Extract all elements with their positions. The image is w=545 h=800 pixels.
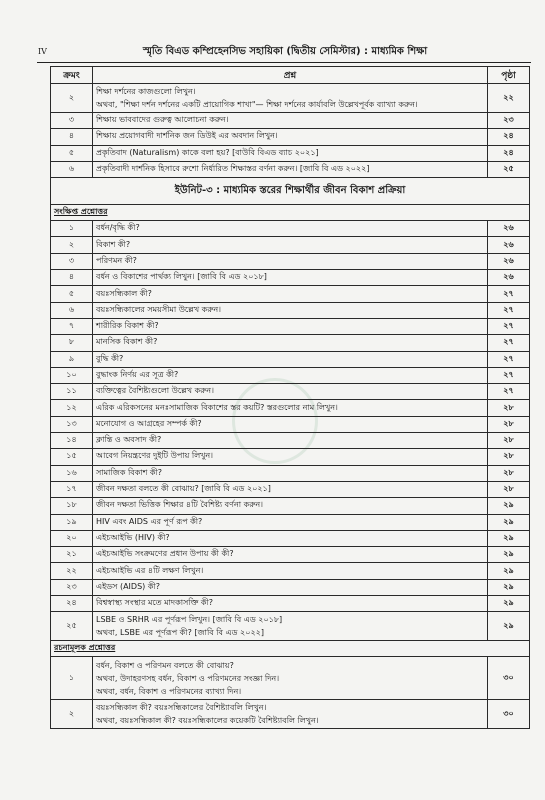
short-questions-body [51, 221, 530, 612]
row-sn: ৬ [51, 302, 93, 318]
row-question: বয়ঃসন্ধিকাল কী? [93, 286, 488, 302]
row-question: বিশ্বস্বাস্থ্য সংস্থার মতে মাদকাসক্তি কী? [93, 596, 488, 612]
row-sn: ২২ [51, 563, 93, 579]
table-row [51, 612, 530, 641]
row-question: এইচআইভি এর ৪টি লক্ষণ লিখুন। [93, 563, 488, 579]
row-page: ২৭ [488, 367, 530, 383]
row-sn: ১১ [51, 384, 93, 400]
row-sn: ২৪ [51, 596, 93, 612]
row-sn: ১০ [51, 367, 93, 383]
row-page: ২৯ [488, 612, 530, 641]
row-page: ২৯ [488, 596, 530, 612]
row-question: সামাজিক বিকাশ কী? [93, 465, 488, 481]
row-sn: ৪ [51, 270, 93, 286]
row-sn: ২৩ [51, 579, 93, 595]
row-question: মনোযোগ ও আগ্রহের সম্পর্ক কী? [93, 416, 488, 432]
row-question: এইচআইভি সংক্রমণের প্রধান উপায় কী কী? [93, 547, 488, 563]
column-header-page: পৃষ্ঠা [488, 67, 530, 84]
table-row [51, 367, 530, 383]
row-sn: ২১ [51, 547, 93, 563]
row-question [93, 612, 488, 641]
row-sn: ৩ [51, 113, 93, 129]
row-page: ২৬ [488, 237, 530, 253]
row-page: ২৫ [488, 161, 530, 177]
row-sn: ১৮ [51, 498, 93, 514]
row-question: মানসিক বিকাশ কী? [93, 335, 488, 351]
column-header-question: প্রশ্ন [93, 67, 488, 84]
table-row [51, 481, 530, 497]
row-question: এইডস (AIDS) কী? [93, 579, 488, 595]
question-line: অথবা, বর্ধন, বিকাশ ও পরিণমনের ব্যাখ্যা দিন। [96, 686, 242, 696]
row-sn: ১৯ [51, 514, 93, 530]
unit-title-row [51, 178, 530, 205]
row-sn: ৮ [51, 335, 93, 351]
table-row [51, 416, 530, 432]
row-sn: ৫ [51, 286, 93, 302]
table-row [51, 129, 530, 145]
row-question [93, 657, 488, 700]
table-row [51, 700, 530, 729]
table-row [51, 579, 530, 595]
row-question: এরিক এরিকসনের মনঃসামাজিক বিকাশের স্তর কয়টি? স্তরগুলোর নাম লিখুন। [93, 400, 488, 416]
table-row [51, 563, 530, 579]
row-page: ২৮ [488, 465, 530, 481]
contents-table [50, 66, 530, 729]
question-line: অথবা, LSBE এর পূর্ণরূপ কী? [জাবি বি এড ২০২২] [96, 628, 264, 638]
unit-title: ইউনিট-৩ : মাধ্যমিক স্তরের শিক্ষার্থীর জীবন বিকাশ প্রক্রিয়া [51, 178, 530, 205]
row-question [93, 84, 488, 113]
question-line: অথবা, উদাহরণসহ বর্ধন, বিকাশ ও পরিণমনের সংজ্ঞা দিন। [96, 673, 280, 683]
section-label-essay: রচনামূলক প্রশ্নোত্তর [51, 641, 530, 657]
table-row [51, 465, 530, 481]
row-question: জীবন দক্ষতা বলতে কী বোঝায়? [জাবি বি এড ২০২১] [93, 481, 488, 497]
row-question: ব্যক্তিত্বের বৈশিষ্ট্যগুলো উল্লেখ করুন। [93, 384, 488, 400]
row-sn: ৩ [51, 253, 93, 269]
row-page: ২৮ [488, 449, 530, 465]
table-row [51, 286, 530, 302]
row-page: ৩০ [488, 657, 530, 700]
question-line: শিক্ষা দর্শনের কাজগুলো লিখুন। [96, 87, 196, 96]
table-row [51, 145, 530, 161]
row-question: প্রকৃতিবাদী দার্শনিক হিসাবে রুশো নির্ধারিত শিক্ষাস্তর বর্ণনা করুন। [জাবি বি এড ২০২২] [93, 161, 488, 177]
row-page: ২৯ [488, 530, 530, 546]
page-number: IV [38, 47, 47, 56]
row-sn: ৬ [51, 161, 93, 177]
row-page: ২৯ [488, 563, 530, 579]
row-page: ২৯ [488, 547, 530, 563]
row-sn: ১৬ [51, 465, 93, 481]
row-page: ২৪ [488, 129, 530, 145]
row-page: ২৯ [488, 514, 530, 530]
row-page: ২৭ [488, 286, 530, 302]
question-line: অথবা, "শিক্ষা দর্শন দর্শনের একটি প্রায়োগিক শাখা"— শিক্ষা দর্শনের কার্যাবলি উল্লেখপূর্বক ব্যাখ্যা করুন। [96, 100, 418, 109]
question-line: বয়ঃসন্ধিকাল কী? বয়ঃসন্ধিকালের বৈশিষ্ট্যাবলি লিখুন। [96, 703, 267, 713]
question-line: বর্ধন, বিকাশ ও পরিণমন বলতে কী বোঝায়? [96, 660, 234, 670]
table-row [51, 657, 530, 700]
table-row [51, 530, 530, 546]
row-sn: ১২ [51, 400, 93, 416]
row-question: এইচআইভি (HIV) কী? [93, 530, 488, 546]
row-page: ২৩ [488, 113, 530, 129]
row-question: HIV এবং AIDS এর পূর্ণ রূপ কী? [93, 514, 488, 530]
row-question [93, 700, 488, 729]
row-page: ২৬ [488, 221, 530, 237]
column-header-sn: ক্রমং [51, 67, 93, 84]
row-sn: ২ [51, 84, 93, 113]
question-line: LSBE ও SRHR এর পূর্ণরূপ লিখুন। [জাবি বি এড ২০১৮] [96, 615, 283, 625]
table-row [51, 113, 530, 129]
row-page: ২৮ [488, 481, 530, 497]
table-row [51, 384, 530, 400]
table-row [51, 270, 530, 286]
row-page: ২৬ [488, 253, 530, 269]
table-row [51, 335, 530, 351]
row-sn: ২ [51, 700, 93, 729]
table-row [51, 84, 530, 113]
table-row [51, 514, 530, 530]
row-page: ২৭ [488, 302, 530, 318]
row-sn: ২ [51, 237, 93, 253]
row-question: আবেগ নিয়ন্ত্রণের দুইটি উপায় লিখুন। [93, 449, 488, 465]
table-row [51, 547, 530, 563]
row-sn: ৫ [51, 145, 93, 161]
question-line: অথবা, বয়ঃসন্ধিকাল কী? বয়ঃসন্ধিকালের কয়েকটি বৈশিষ্ট্যাবলি লিখুন। [96, 716, 319, 726]
table-row [51, 302, 530, 318]
row-page: ২৮ [488, 416, 530, 432]
row-page: ২৮ [488, 400, 530, 416]
row-question: প্রকৃতিবাদ (Naturalism) কাকে বলা হয়? [বাউবি বিএড ব্যাচ ২০২১] [93, 145, 488, 161]
table-row [51, 596, 530, 612]
row-sn: ১৫ [51, 449, 93, 465]
section-row [51, 205, 530, 221]
row-page: ২৪ [488, 145, 530, 161]
table-row [51, 253, 530, 269]
row-question: পরিণমন কী? [93, 253, 488, 269]
table-row [51, 449, 530, 465]
section-label-short: সংক্ষিপ্ত প্রশ্নোত্তর [51, 205, 530, 221]
table-header-row [51, 67, 530, 84]
table-row [51, 161, 530, 177]
row-page: ২৭ [488, 318, 530, 334]
table-row [51, 433, 530, 449]
row-sn: ২৫ [51, 612, 93, 641]
section-row [51, 641, 530, 657]
row-sn: ৯ [51, 351, 93, 367]
row-question: বর্ধন ও বিকাশের পার্থক্য লিখুন। [জাবি বি এড ২০১৮] [93, 270, 488, 286]
row-question: বুদ্ধাংক নির্ণয় এর সূত্র কী? [93, 367, 488, 383]
table-row [51, 498, 530, 514]
table-row [51, 318, 530, 334]
row-question: শিক্ষায় প্রয়োগবাদী দার্শনিক জন ডিউই এর অবদান লিখুন। [93, 129, 488, 145]
row-page: ২৭ [488, 384, 530, 400]
row-sn: ৭ [51, 318, 93, 334]
row-question: শারীরিক বিকাশ কী? [93, 318, 488, 334]
row-question: শিক্ষায় ভাববাদের গুরুত্ব আলোচনা করুন। [93, 113, 488, 129]
row-question: জীবন দক্ষতা ভিত্তিক শিক্ষার ৪টি বৈশিষ্ট্য বর্ণনা করুন। [93, 498, 488, 514]
row-sn: ১ [51, 657, 93, 700]
row-sn: ২০ [51, 530, 93, 546]
row-page: ২৭ [488, 335, 530, 351]
table-row [51, 237, 530, 253]
row-question: বুদ্ধি কী? [93, 351, 488, 367]
table-row [51, 400, 530, 416]
table-row [51, 221, 530, 237]
row-question: বর্ধন/বৃদ্ধি কী? [93, 221, 488, 237]
row-question: বিকাশ কী? [93, 237, 488, 253]
row-sn: ১৭ [51, 481, 93, 497]
row-page: ৩০ [488, 700, 530, 729]
row-page: ২৮ [488, 433, 530, 449]
row-sn: ১৩ [51, 416, 93, 432]
row-sn: ১৪ [51, 433, 93, 449]
row-sn: ১ [51, 221, 93, 237]
row-page: ২৯ [488, 498, 530, 514]
row-page: ২২ [488, 84, 530, 113]
row-page: ২৭ [488, 351, 530, 367]
header-divider [37, 62, 531, 63]
running-header: স্মৃতি বিএড কম্প্রিহেনসিভ সহায়িকা (দ্বিতীয় সেমিস্টার) : মাধ্যমিক শিক্ষা [142, 46, 428, 57]
row-question: বয়ঃসন্ধিকালের সময়সীমা উল্লেখ করুন। [93, 302, 488, 318]
row-page: ২৬ [488, 270, 530, 286]
table-row [51, 351, 530, 367]
row-sn: ৪ [51, 129, 93, 145]
row-page: ২৯ [488, 579, 530, 595]
row-question: ক্লান্তি ও অবসাদ কী? [93, 433, 488, 449]
